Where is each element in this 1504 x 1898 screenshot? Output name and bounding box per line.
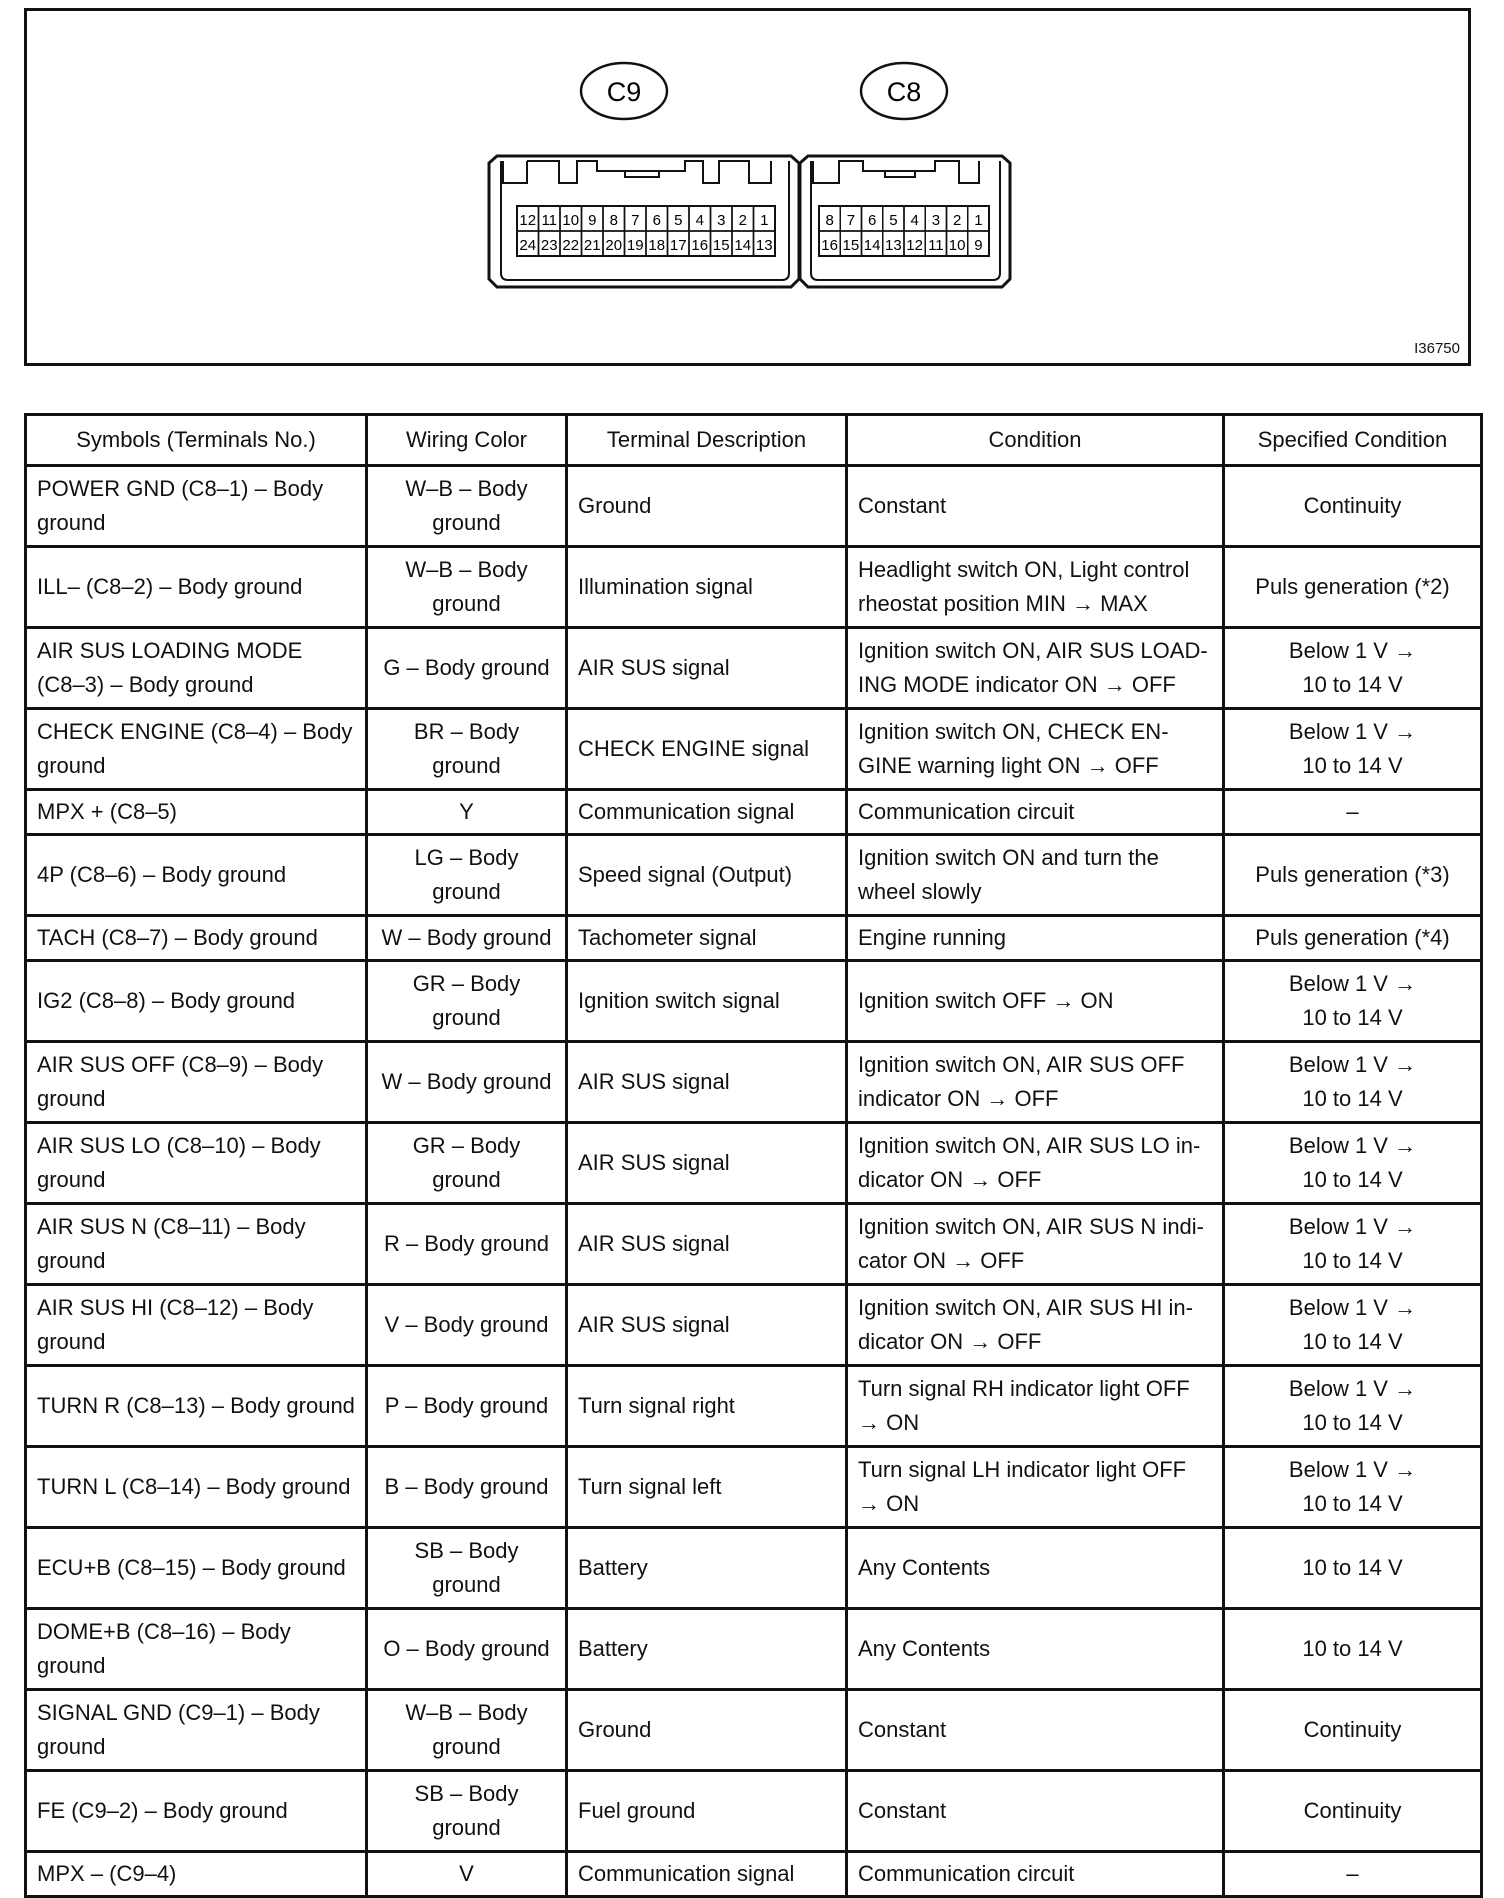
symbol-cell: FE (C9–2) – Body ground [26, 1771, 367, 1852]
table-row [26, 709, 1482, 790]
wiring-color-cell: V – Body ground [367, 1285, 567, 1366]
wiring-color-cell: GR – Body ground [367, 1123, 567, 1204]
condition-cell: Any Contents [847, 1528, 1224, 1609]
pin-number: 9 [974, 237, 983, 254]
pin-number: 15 [712, 237, 730, 254]
table-row [26, 1771, 1482, 1852]
table-row [26, 1285, 1482, 1366]
condition-cell: Ignition switch ON, AIR SUS LOAD-ING MODE indicator ON → OFF [847, 628, 1224, 709]
header-symbols: Symbols (Terminals No.) [26, 415, 367, 466]
table-row [26, 1123, 1482, 1204]
symbol-cell: AIR SUS LO (C8–10) – Body ground [26, 1123, 367, 1204]
wiring-color-cell: W–B – Body ground [367, 466, 567, 547]
condition-cell: Ignition switch ON, AIR SUS OFF indicator ON → OFF [847, 1042, 1224, 1123]
header-terminal-description: Terminal Description [567, 415, 847, 466]
pin-number: 10 [562, 212, 580, 229]
condition-cell: Ignition switch OFF → ON [847, 961, 1224, 1042]
condition-cell: Turn signal LH indicator light OFF → ON [847, 1447, 1224, 1528]
description-cell: AIR SUS signal [567, 628, 847, 709]
pin-number: 6 [652, 212, 661, 229]
description-cell: Communication signal [567, 1852, 847, 1897]
condition-cell: Headlight switch ON, Light control rheostat position MIN → MAX [847, 547, 1224, 628]
specified-condition-cell: Puls generation (*3) [1224, 835, 1482, 916]
pin-number: 14 [863, 237, 881, 254]
specified-condition-cell: Continuity [1224, 466, 1482, 547]
specified-condition-cell: Below 1 V → 10 to 14 V [1224, 1042, 1482, 1123]
pin-number: 2 [738, 212, 747, 229]
wiring-color-cell: G – Body ground [367, 628, 567, 709]
table-row [26, 1609, 1482, 1690]
wiring-color-cell: Y [367, 790, 567, 835]
wiring-color-cell: V [367, 1852, 567, 1897]
pin-number: 2 [952, 212, 962, 229]
wiring-color-cell: SB – Body ground [367, 1528, 567, 1609]
table-row [26, 1528, 1482, 1609]
pin-number: 7 [631, 212, 640, 229]
header-wiring-color: Wiring Color [367, 415, 567, 466]
wiring-color-cell: W – Body ground [367, 1042, 567, 1123]
symbol-cell: AIR SUS OFF (C8–9) – Body ground [26, 1042, 367, 1123]
specified-condition-cell: Below 1 V → 10 to 14 V [1224, 1366, 1482, 1447]
connector-pins-c8 [819, 206, 989, 256]
header-condition: Condition [847, 415, 1224, 466]
specified-condition-cell: 10 to 14 V [1224, 1528, 1482, 1609]
wiring-color-cell: LG – Body ground [367, 835, 567, 916]
connector-pins-c9 [517, 206, 775, 256]
wiring-color-cell: O – Body ground [367, 1609, 567, 1690]
pin-number: 11 [541, 212, 558, 229]
pin-number: 8 [609, 212, 618, 229]
pin-number: 5 [889, 212, 898, 229]
pin-number: 11 [928, 237, 944, 254]
condition-cell: Ignition switch ON, CHECK EN-GINE warning light ON → OFF [847, 709, 1224, 790]
condition-cell: Ignition switch ON, AIR SUS HI in-dicator ON → OFF [847, 1285, 1224, 1366]
specified-condition-cell: Below 1 V → 10 to 14 V [1224, 1447, 1482, 1528]
condition-cell: Constant [847, 1771, 1224, 1852]
specified-condition-cell: Puls generation (*2) [1224, 547, 1482, 628]
pin-number: 8 [825, 212, 834, 229]
symbol-cell: MPX + (C8–5) [26, 790, 367, 835]
condition-cell: Ignition switch ON, AIR SUS N indi-cator ON → OFF [847, 1204, 1224, 1285]
table-row [26, 1690, 1482, 1771]
pin-number: 4 [695, 212, 704, 229]
table-row [26, 1366, 1482, 1447]
symbol-cell: ILL– (C8–2) – Body ground [26, 547, 367, 628]
symbol-cell: POWER GND (C8–1) – Body ground [26, 466, 367, 547]
specified-condition-cell: Below 1 V → 10 to 14 V [1224, 709, 1482, 790]
header-specified-condition: Specified Condition [1224, 415, 1482, 466]
table-row [26, 835, 1482, 916]
description-cell: AIR SUS signal [567, 1042, 847, 1123]
description-cell: Tachometer signal [567, 916, 847, 961]
pin-number: 15 [842, 237, 860, 254]
specified-condition-cell: Puls generation (*4) [1224, 916, 1482, 961]
specified-condition-cell: Below 1 V → 10 to 14 V [1224, 1285, 1482, 1366]
table-body [26, 466, 1482, 1897]
table-header-row [26, 415, 1482, 466]
wiring-color-cell: W–B – Body ground [367, 1690, 567, 1771]
specified-condition-cell: 10 to 14 V [1224, 1609, 1482, 1690]
condition-cell: Constant [847, 1690, 1224, 1771]
description-cell: Turn signal left [567, 1447, 847, 1528]
table-row [26, 961, 1482, 1042]
description-cell: AIR SUS signal [567, 1285, 847, 1366]
symbol-cell: MPX – (C9–4) [26, 1852, 367, 1897]
symbol-cell: TURN L (C8–14) – Body ground [26, 1447, 367, 1528]
description-cell: Ground [567, 466, 847, 547]
condition-cell: Any Contents [847, 1609, 1224, 1690]
description-cell: Battery [567, 1609, 847, 1690]
specified-condition-cell: Continuity [1224, 1690, 1482, 1771]
pin-number: 21 [583, 237, 601, 254]
condition-cell: Engine running [847, 916, 1224, 961]
description-cell: Speed signal (Output) [567, 835, 847, 916]
pin-number: 5 [674, 212, 683, 229]
pin-number: 24 [519, 237, 537, 254]
pin-number: 17 [669, 237, 687, 254]
symbol-cell: TACH (C8–7) – Body ground [26, 916, 367, 961]
condition-cell: Turn signal RH indicator light OFF → ON [847, 1366, 1224, 1447]
table-row [26, 1447, 1482, 1528]
pin-number: 13 [885, 237, 902, 254]
pin-number: 18 [648, 237, 666, 254]
pin-number: 9 [588, 212, 597, 229]
specified-condition-cell: Below 1 V → 10 to 14 V [1224, 628, 1482, 709]
specified-condition-cell: Below 1 V → 10 to 14 V [1224, 961, 1482, 1042]
description-cell: AIR SUS signal [567, 1123, 847, 1204]
symbol-cell: 4P (C8–6) – Body ground [26, 835, 367, 916]
pin-number: 14 [734, 237, 752, 254]
condition-cell: Communication circuit [847, 1852, 1224, 1897]
symbol-cell: SIGNAL GND (C9–1) – Body ground [26, 1690, 367, 1771]
symbol-cell: AIR SUS HI (C8–12) – Body ground [26, 1285, 367, 1366]
symbol-cell: IG2 (C8–8) – Body ground [26, 961, 367, 1042]
table-row [26, 466, 1482, 547]
pin-number: 10 [948, 237, 966, 254]
pin-number: 3 [931, 212, 941, 229]
wiring-color-cell: SB – Body ground [367, 1771, 567, 1852]
description-cell: Illumination signal [567, 547, 847, 628]
wiring-color-cell: P – Body ground [367, 1366, 567, 1447]
description-cell: Ground [567, 1690, 847, 1771]
pin-number: 1 [974, 212, 983, 229]
pin-number: 13 [755, 237, 773, 254]
connector-diagram [24, 8, 1471, 366]
specified-condition-cell: Below 1 V → 10 to 14 V [1224, 1204, 1482, 1285]
pin-number: 3 [717, 212, 726, 229]
wiring-color-cell: R – Body ground [367, 1204, 567, 1285]
pin-number: 16 [821, 237, 838, 254]
condition-cell: Ignition switch ON and turn the wheel slowly [847, 835, 1224, 916]
specified-condition-cell: – [1224, 790, 1482, 835]
pin-number: 4 [910, 212, 919, 229]
specified-condition-cell: Below 1 V → 10 to 14 V [1224, 1123, 1482, 1204]
specified-condition-cell: – [1224, 1852, 1482, 1897]
table-row [26, 1042, 1482, 1123]
pin-number: 20 [605, 237, 623, 254]
description-cell: CHECK ENGINE signal [567, 709, 847, 790]
symbol-cell: AIR SUS LOADING MODE (C8–3) – Body ground [26, 628, 367, 709]
wiring-color-cell: GR – Body ground [367, 961, 567, 1042]
condition-cell: Ignition switch ON, AIR SUS LO in-dicator ON → OFF [847, 1123, 1224, 1204]
wiring-color-cell: W – Body ground [367, 916, 567, 961]
wiring-color-cell: B – Body ground [367, 1447, 567, 1528]
table-row [26, 790, 1482, 835]
table-row [26, 628, 1482, 709]
pin-number: 19 [626, 237, 644, 254]
wiring-color-cell: BR – Body ground [367, 709, 567, 790]
symbol-cell: ECU+B (C8–15) – Body ground [26, 1528, 367, 1609]
description-cell: Fuel ground [567, 1771, 847, 1852]
table-row [26, 1852, 1482, 1897]
wiring-color-cell: W–B – Body ground [367, 547, 567, 628]
symbol-cell: AIR SUS N (C8–11) – Body ground [26, 1204, 367, 1285]
connector-label-c8: C8 [886, 77, 922, 107]
connector-label-c9: C9 [606, 77, 642, 107]
pin-number: 12 [519, 212, 537, 229]
table-row [26, 916, 1482, 961]
pin-number: 7 [846, 212, 856, 229]
pin-number: 23 [540, 237, 558, 254]
condition-cell: Communication circuit [847, 790, 1224, 835]
connector-drawing [27, 11, 1468, 363]
description-cell: Battery [567, 1528, 847, 1609]
pin-number: 6 [867, 212, 877, 229]
pin-number: 12 [906, 237, 923, 254]
symbol-cell: DOME+B (C8–16) – Body ground [26, 1609, 367, 1690]
pin-number: 16 [691, 237, 709, 254]
specified-condition-cell: Continuity [1224, 1771, 1482, 1852]
description-cell: AIR SUS signal [567, 1204, 847, 1285]
pin-number: 1 [760, 212, 769, 229]
table-row [26, 547, 1482, 628]
symbol-cell: TURN R (C8–13) – Body ground [26, 1366, 367, 1447]
description-cell: Ignition switch signal [567, 961, 847, 1042]
table-row [26, 1204, 1482, 1285]
condition-cell: Constant [847, 466, 1224, 547]
figure-code: I36750 [1414, 340, 1460, 357]
description-cell: Turn signal right [567, 1366, 847, 1447]
symbol-cell: CHECK ENGINE (C8–4) – Body ground [26, 709, 367, 790]
terminal-table [24, 413, 1483, 1898]
pin-number: 22 [562, 237, 580, 254]
description-cell: Communication signal [567, 790, 847, 835]
